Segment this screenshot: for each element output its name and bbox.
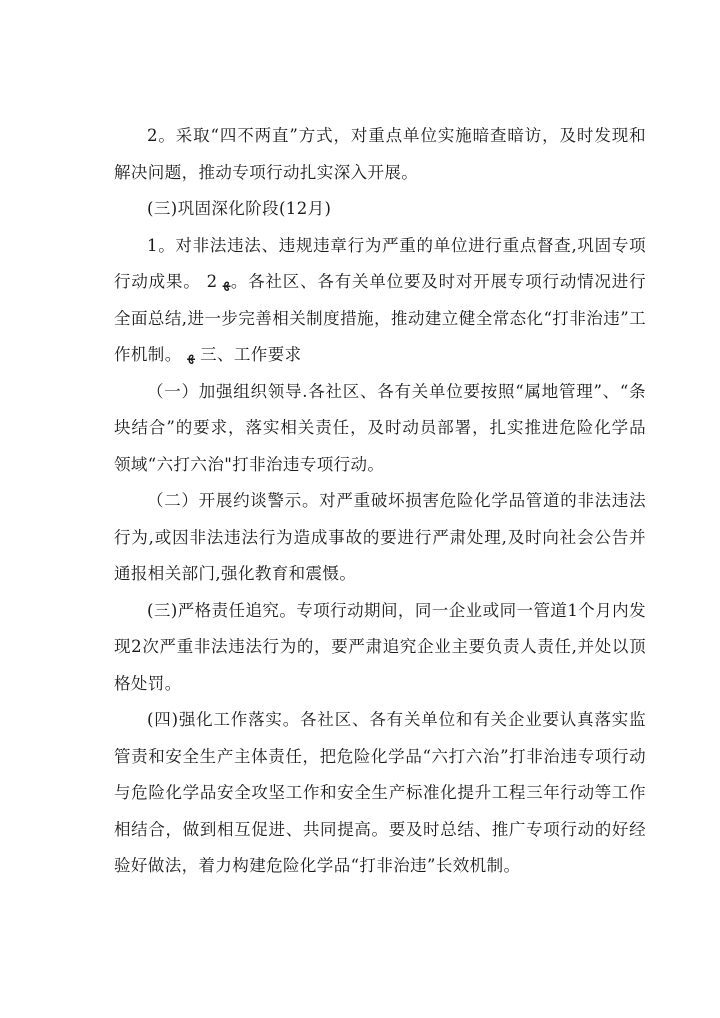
paragraph-stage-three-items: 1。对非法违法、违规违章行为严重的单位进行重点督查,巩固专项行动成果。 ﻬ 2。各社区、各有关单位要及时对开展专项行动情况进行全面总结,进一步完善相关制度措施，推动建立健全常态化“打非治违”工作机制。 ﻬ 三、工作要求 (114, 235, 646, 364)
document-body (114, 118, 646, 885)
paragraph-requirement-3: (三)严格责任追究。专项行动期间，同一企业或同一管道1个月内发现2次严重非法违法行为的，要严肃追究企业主要负责人责任,并处以顶格处罚。 (114, 600, 646, 693)
paragraph-measure-2: 2。采取“四不两直”方式，对重点单位实施暗查暗访，及时发现和解决问题，推动专项行动扎实深入开展。 (114, 126, 646, 182)
paragraph-stage-three-heading: (三)巩固深化阶段(12月) (147, 199, 332, 218)
paragraph-requirement-4: (四)强化工作落实。各社区、各有关单位和有关企业要认真落实监管责和安全生产主体责任，把危险化学品“六打六治”打非治违专项行动与危险化学品安全攻坚工作和安全生产标准化提升工程三年行动等工作相结合，做到相互促进、共同提高。要及时总结、推广专项行动的好经验好做法，着力构建危险化学品“打非治违”长效机制。 (114, 710, 646, 875)
paragraph-requirement-2: （二）开展约谈警示。对严重破坏损害危险化学品管道的非法违法行为,或因非法违法行为造成事故的要进行严肃处理,及时向社会公告并通报相关部门,强化教育和震慑。 (114, 491, 646, 583)
paragraph-requirement-1: （一）加强组织领导.各社区、各有关单位要按照“属地管理”、“条块结合”的要求，落实相关责任，及时动员部署，扎实推进危险化学品领域“六打六治"打非治违专项行动。 (114, 381, 646, 474)
